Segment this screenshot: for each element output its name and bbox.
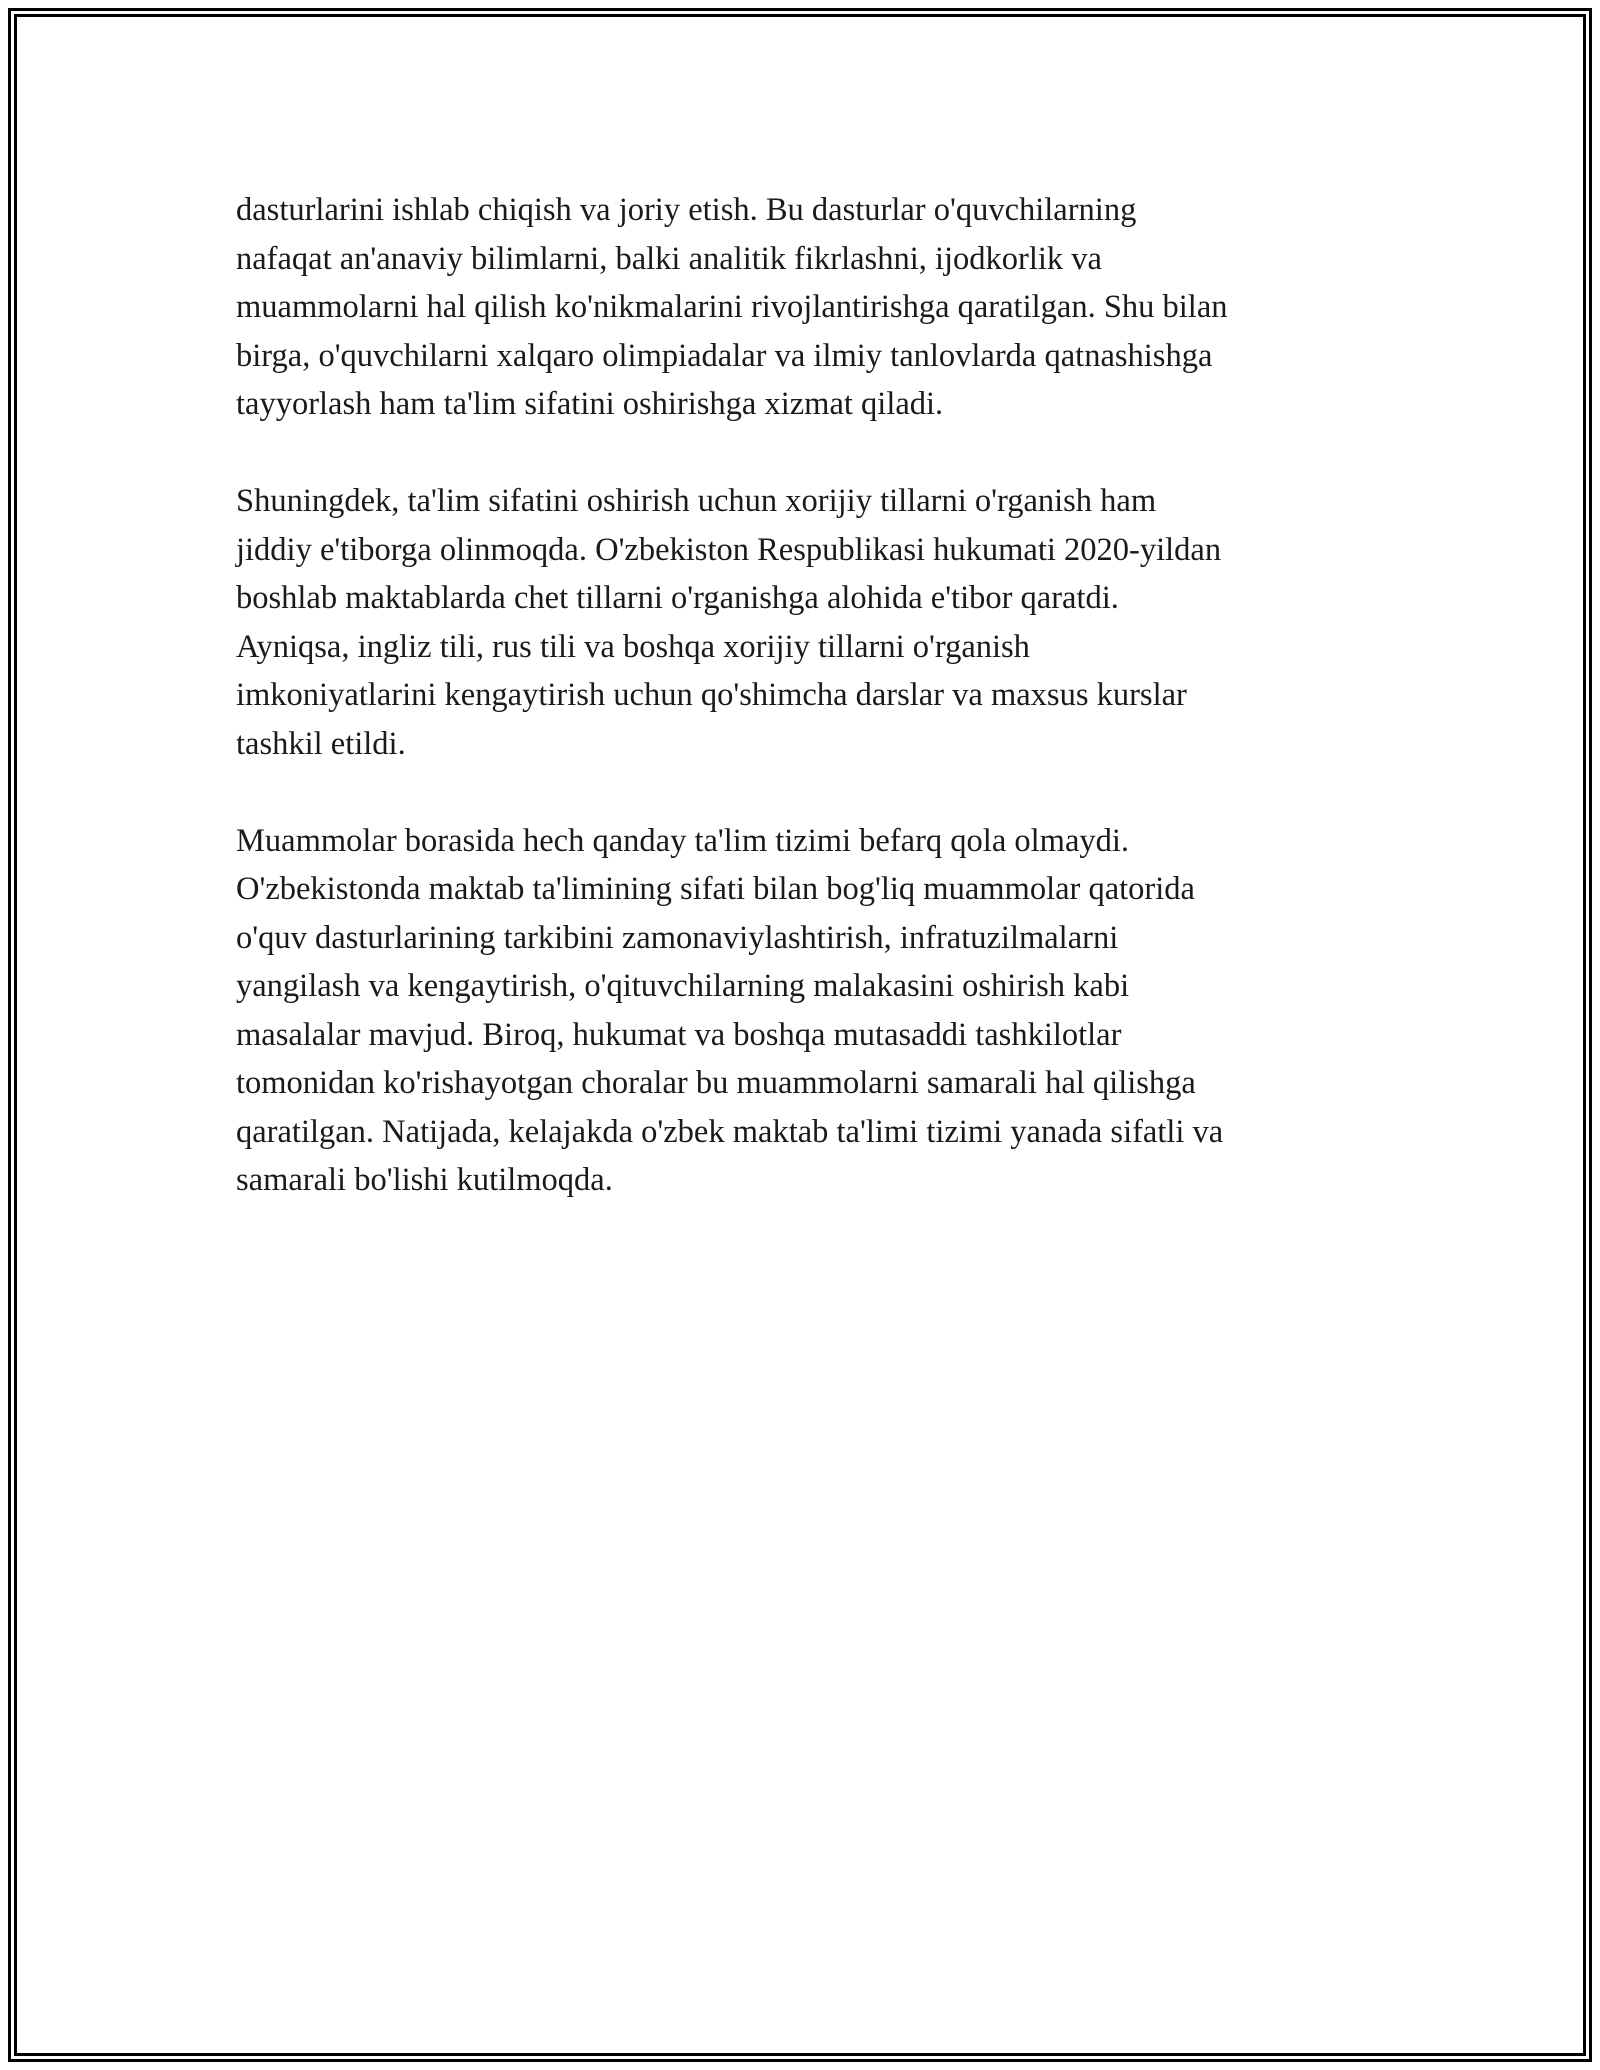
document-body <box>236 186 1366 1253</box>
paragraph-3 <box>236 817 1366 1205</box>
text-line: tomonidan ko'rishayotgan choralar bu muammolarni samarali hal qilishga <box>236 1065 1196 1101</box>
text-line: masalalar mavjud. Biroq, hukumat va boshqa mutasaddi tashkilotlar <box>236 1016 1122 1053</box>
text-line: nafaqat an'anaviy bilimlarni, balki analitik fikrlashni, ijodkorlik va <box>236 240 1102 277</box>
text-line: boshlab maktablarda chet tillarni o'rganishga alohida e'tibor qaratdi. <box>236 580 1119 616</box>
text-line: jiddiy e'tiborga olinmoqda. O'zbekiston Respublikasi hukumati 2020-yildan <box>236 531 1222 568</box>
text-line: tayyorlash ham ta'lim sifatini oshirishga xizmat qiladi. <box>236 386 944 422</box>
text-line: samarali bo'lishi kutilmoqda. <box>236 1162 613 1198</box>
text-line: Ayniqsa, ingliz tili, rus tili va boshqa xorijiy tillarni o'rganish <box>236 628 1030 665</box>
text-line: Shuningdek, ta'lim sifatini oshirish uchun xorijiy tillarni o'rganish ham <box>236 483 1157 519</box>
text-line: muammolarni hal qilish ko'nikmalarini rivojlantirishga qaratilgan. Shu bilan <box>236 289 1228 325</box>
paragraph-2 <box>236 477 1366 768</box>
text-line: Muammolar borasida hech qanday ta'lim tizimi befarq qola olmaydi. <box>236 822 1130 859</box>
text-line: imkoniyatlarini kengaytirish uchun qo'shimcha darslar va maxsus kurslar <box>236 677 1187 713</box>
text-line: birga, o'quvchilarni xalqaro olimpiadalar va ilmiy tanlovlarda qatnashishga <box>236 337 1213 374</box>
text-line: yangilash va kengaytirish, o'qituvchilarning malakasini oshirish kabi <box>236 968 1130 1004</box>
text-line: tashkil etildi. <box>236 725 406 762</box>
paragraph-1 <box>236 186 1366 429</box>
text-line: o'quv dasturlarining tarkibini zamonaviylashtirish, infratuzilmalarni <box>236 919 1119 956</box>
text-line: qaratilgan. Natijada, kelajakda o'zbek maktab ta'limi tizimi yanada sifatli va <box>236 1113 1224 1150</box>
text-line: dasturlarini ishlab chiqish va joriy etish. Bu dasturlar o'quvchilarning <box>236 192 1137 228</box>
text-line: O'zbekistonda maktab ta'limining sifati bilan bog'liq muammolar qatorida <box>236 871 1195 907</box>
